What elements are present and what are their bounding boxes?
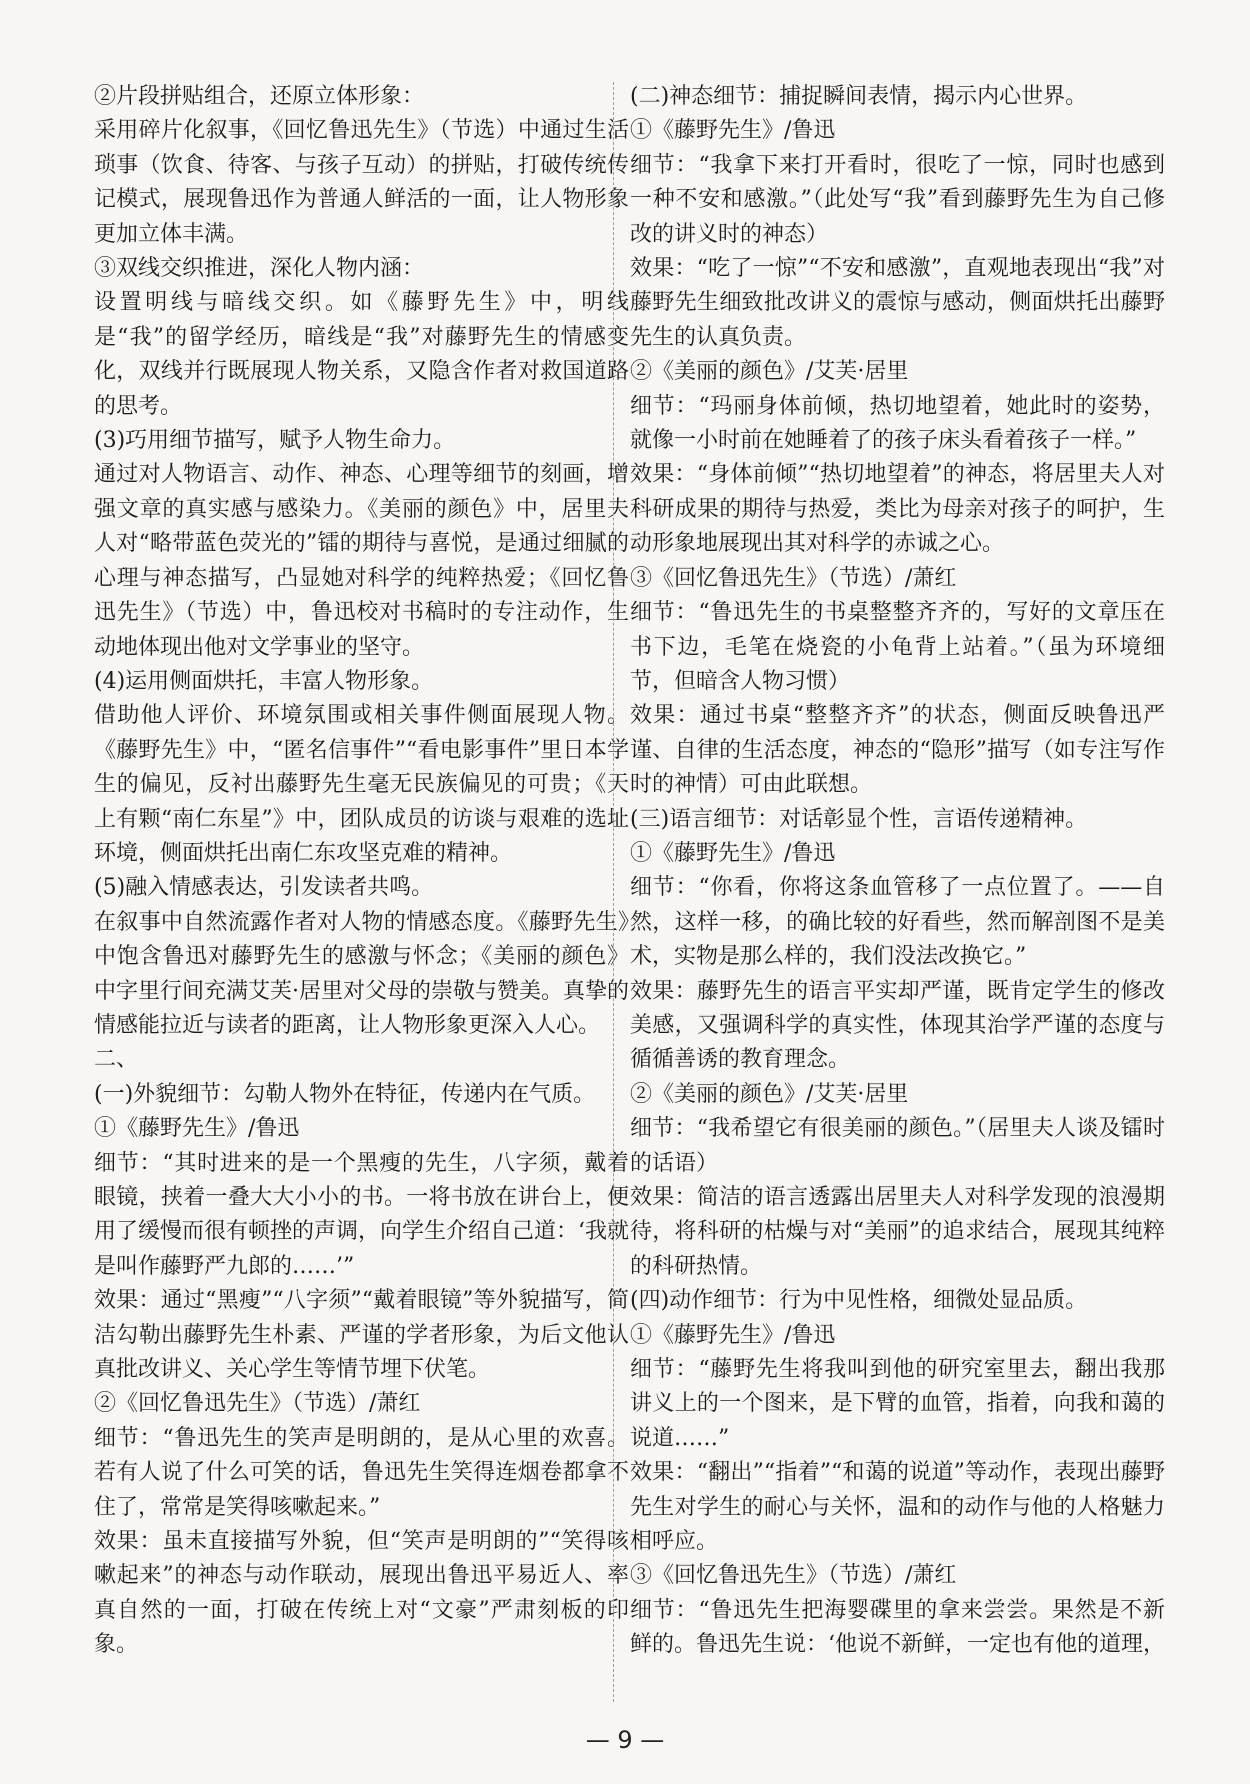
effect-fujino-expression: 效果：“吃了一惊”“不安和感激”，直观地表现出“我”对藤野先生细致批改讲义的震惊与感动，侧面烘托出藤野先生的认真负责。: [630, 256, 1165, 350]
detail-curie-language: 细节：“我希望它有很美丽的颜色。”（居里夫人谈及镭时的话语）: [630, 1116, 1165, 1176]
source-fujino-action: ①《藤野先生》/鲁迅: [630, 1322, 836, 1348]
paragraph-emotion: 在叙事中自然流露作者对人物的情感态度。《藤野先生》中饱含鲁迅对藤野先生的感激与怀念；《美丽的颜色》中字里行间充满艾芙·居里对父母的崇敬与赞美。真挚的情感能拉近与读者的距离，让人物形象更深入人心。: [94, 909, 629, 1038]
source-fujino-language: ①《藤野先生》/鲁迅: [630, 840, 836, 866]
subheading-detail-writing: (3)巧用细节描写，赋予人物生命力。: [94, 428, 456, 454]
source-fujino-appearance: ①《藤野先生》/鲁迅: [94, 1116, 300, 1142]
detail-fujino-language: 细节：“你看，你将这条血管移了一点位置了。——自然，这样一移，的确比较的好看些，然而解剖图不是美术，实物是那么样的，我们没法改换它。”: [630, 875, 1165, 970]
left-column: [94, 80, 629, 1663]
subheading-action: (四)动作细节：行为中见性格，细微处显品质。: [630, 1288, 1088, 1314]
section-two-heading: 二、: [94, 1047, 139, 1073]
subheading-collage: ②片段拼贴组合，还原立体形象：: [94, 84, 425, 109]
detail-luxun-appearance: 细节：“鲁迅先生的笑声是明朗的，是从心里的欢喜。若有人说了什么可笑的话，鲁迅先生笑得连烟卷都拿不住了，常常是笑得咳嗽起来。”: [94, 1425, 629, 1520]
source-luxun-expression: ③《回忆鲁迅先生》（节选）/萧红: [630, 565, 957, 591]
source-luxun-appearance: ②《回忆鲁迅先生》（节选）/萧红: [94, 1391, 421, 1417]
effect-luxun-appearance: 效果：虽未直接描写外貌，但“笑声是明朗的”“笑得咳嗽起来”的神态与动作联动，展现出鲁迅平易近人、率真自然的一面，打破在传统上对“文豪”严肃刻板的印象。: [94, 1529, 629, 1658]
source-curie-language: ②《美丽的颜色》/艾芙·居里: [630, 1081, 909, 1107]
detail-fujino-appearance: 细节：“其时进来的是一个黑瘦的先生，八字须，戴着眼镜，挟着一叠大大小小的书。一将书放在讲台上，便用了缓慢而很有顿挫的声调，向学生介绍自己道：‘我就是叫作藤野严九郎的……’”: [94, 1150, 629, 1279]
paragraph-collage: 采用碎片化叙事，《回忆鲁迅先生》（节选）中通过生活琐事（饮食、待客、与孩子互动）的拼贴，打破传统传记模式，展现鲁迅作为普通人鲜活的一面，让人物形象更加立体丰满。: [94, 118, 629, 247]
detail-luxun-action: 细节：“鲁迅先生把海婴碟里的拿来尝尝。果然是不新鲜的。鲁迅先生说：‘他说不新鲜，一定也有他的道理，: [630, 1597, 1165, 1658]
subheading-side-contrast: (4)运用侧面烘托，丰富人物形象。: [94, 668, 434, 694]
effect-fujino-language: 效果：藤野先生的语言平实却严谨，既肯定学生的修改美感，又强调科学的真实性，体现其治学严谨的态度与循循善诱的教育理念。: [630, 978, 1165, 1073]
subheading-language: (三)语言细节：对话彰显个性，言语传递精神。: [630, 806, 1088, 832]
effect-fujino-appearance: 效果：通过“黑瘦”“八字须”“戴着眼镜”等外貌描写，简洁勾勒出藤野先生朴素、严谨的学者形象，为后文他认真批改讲义、关心学生等情节埋下伏笔。: [94, 1288, 629, 1383]
subheading-dual-line: ③双线交织推进，深化人物内涵：: [94, 256, 425, 282]
detail-fujino-action: 细节：“藤野先生将我叫到他的研究室里去，翻出我那讲义上的一个图来，是下臂的血管，指着，向我和蔼的说道……”: [630, 1357, 1165, 1451]
detail-curie-expression: 细节：“玛丽身体前倾，热切地望着，她此时的姿势，就像一小时前在她睡着了的孩子床头看着孩子一样。”: [630, 393, 1165, 454]
subheading-appearance: (一)外貌细节：勾勒人物外在特征，传递内在气质。: [94, 1081, 596, 1107]
source-fujino-expression: ①《藤野先生》/鲁迅: [630, 118, 836, 144]
source-luxun-action: ③《回忆鲁迅先生》（节选）/萧红: [630, 1563, 957, 1589]
paragraph-detail-writing: 通过对人物语言、动作、神态、心理等细节的刻画，增强文章的真实感与感染力。《美丽的颜色》中，居里夫人对“略带蓝色荧光的”镭的期待与喜悦，是通过细腻的心理与神态描写，凸显她对科学的纯粹热爱；《回忆鲁迅先生》（节选）中，鲁迅校对书稿时的专注动作，生动地体现出他对文学事业的坚守。: [94, 462, 629, 660]
detail-fujino-expression: 细节：“我拿下来打开看时，很吃了一惊，同时也感到一种不安和感激。”（此处写“我”看到藤野先生为自己修改的讲义时的神态）: [630, 152, 1165, 247]
effect-luxun-expression: 效果：通过书桌“整整齐齐”的状态，侧面反映鲁迅严谨、自律的生活态度，神态的“隐形”描写（如专注写作时的神情）可由此联想。: [630, 703, 1165, 798]
subheading-expression: (二)神态细节：捕捉瞬间表情，揭示内心世界。: [630, 84, 1088, 109]
subheading-emotion: (5)融入情感表达，引发读者共鸣。: [94, 875, 434, 901]
paragraph-dual-line: 设置明线与暗线交织。如《藤野先生》中，明线是“我”的留学经历，暗线是“我”对藤野先生的情感变化，双线并行既展现人物关系，又隐含作者对救国道路的思考。: [94, 290, 629, 419]
effect-curie-expression: 效果：“身体前倾”“热切地望着”的神态，将居里夫人对科研成果的期待与热爱，类比为母亲对孩子的呵护，生动形象地展现出其对科学的赤诚之心。: [630, 462, 1165, 557]
paragraph-side-contrast: 借助他人评价、环境氛围或相关事件侧面展现人物。《藤野先生》中，“匿名信事件”“看电影事件”里日本学生的偏见，反衬出藤野先生毫无民族偏见的可贵；《天上有颗“南仁东星”》中，团队成员的访谈与艰难的选址环境，侧面烘托出南仁东攻坚克难的精神。: [94, 703, 629, 866]
effect-fujino-action: 效果：“翻出”“指着”“和蔼的说道”等动作，表现出藤野先生对学生的耐心与关怀，温和的动作与他的人格魅力相呼应。: [630, 1460, 1165, 1555]
detail-luxun-expression: 细节：“鲁迅先生的书桌整整齐齐的，写好的文章压在书下边，毛笔在烧瓷的小龟背上站着。”（虽为环境细节，但暗含人物习惯）: [630, 600, 1165, 694]
effect-curie-language: 效果：简洁的语言透露出居里夫人对科学发现的浪漫期待，将科研的枯燥与对“美丽”的追求结合，展现其纯粹的科研热情。: [630, 1185, 1165, 1279]
right-column: [630, 80, 1165, 1663]
page-number: — 9 —: [585, 1726, 665, 1754]
column-divider: [613, 82, 614, 1702]
source-curie-expression: ②《美丽的颜色》/艾芙·居里: [630, 359, 909, 385]
